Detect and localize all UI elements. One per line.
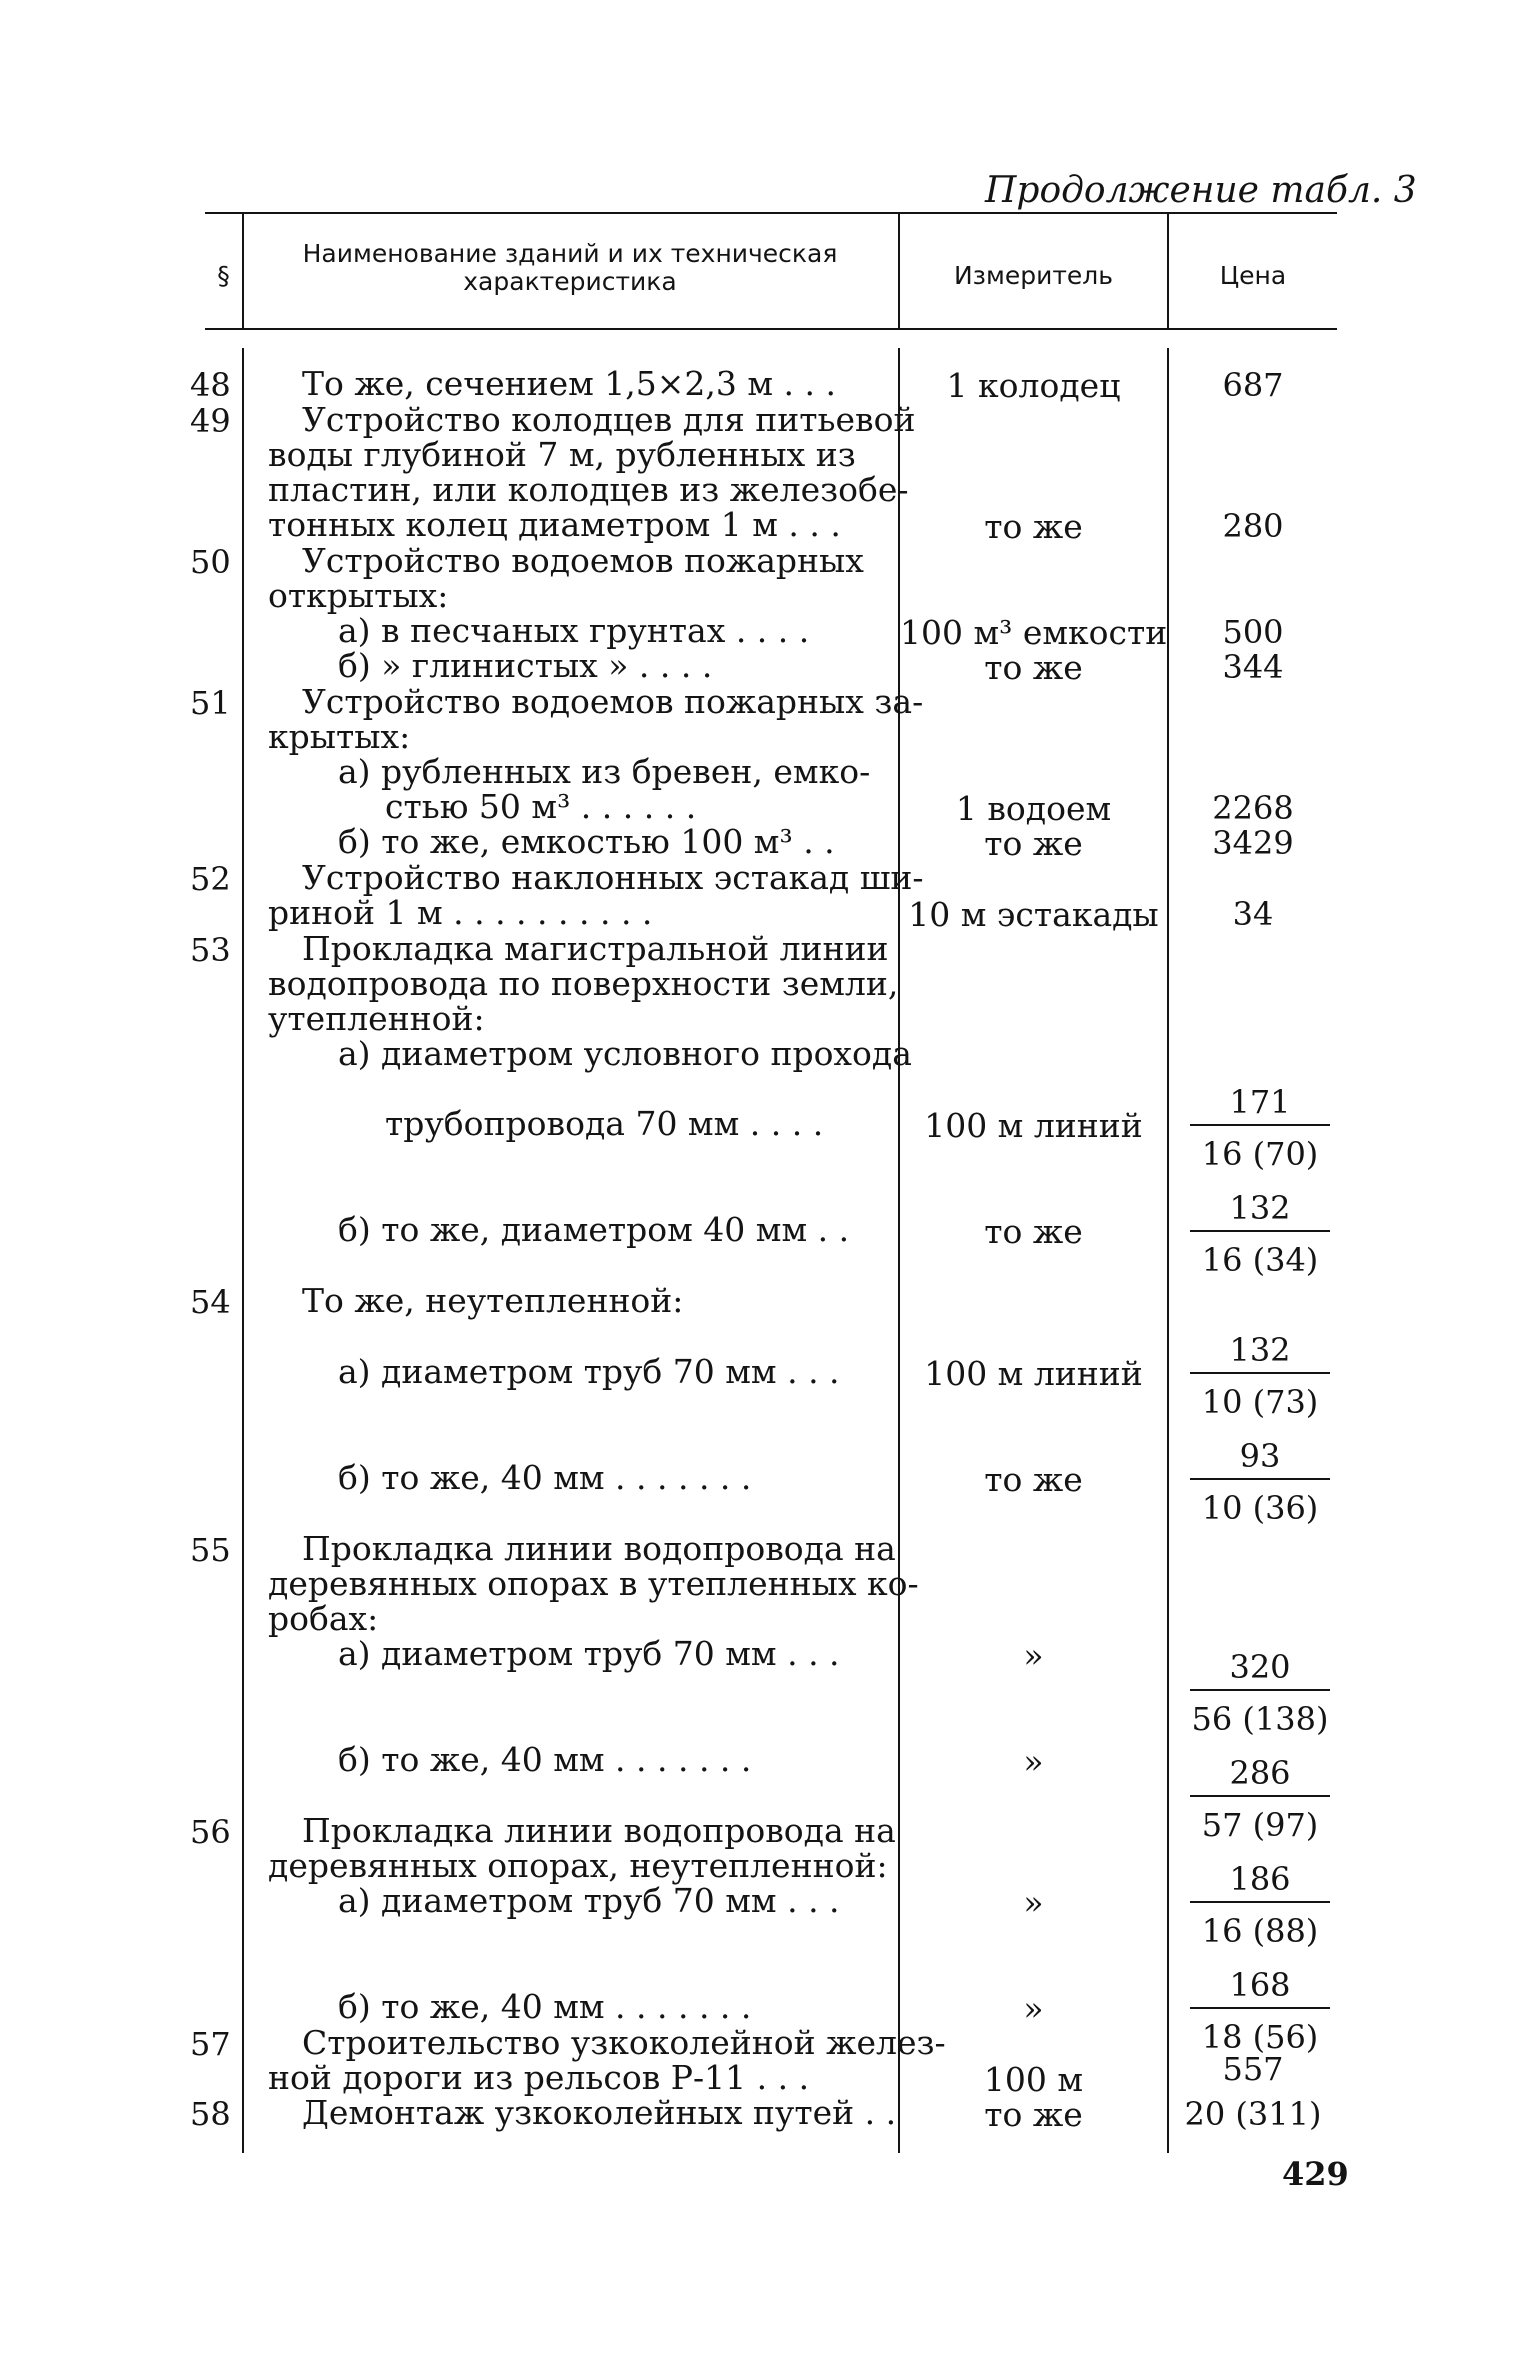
row-50-b-unit: то же [984, 648, 1083, 687]
row-58-line1: Демонтаж узкоколейных путей . . [302, 2093, 897, 2132]
header-name-line1: Наименование зданий и их техническая [302, 239, 838, 268]
row-55-a-fraction-bar [1190, 1689, 1330, 1691]
row-51-a-line1: а) рубленных из бревен, емко- [338, 752, 871, 791]
row-54-b-price-denominator: 10 (36) [1201, 1489, 1319, 1527]
page-number: 429 [1282, 2155, 1349, 2193]
row-57-price: 557 [1222, 2050, 1284, 2088]
header-price: Цена [1219, 261, 1287, 290]
row-52-unit: 10 м эстакады [908, 895, 1159, 934]
row-49-number: 49 [190, 402, 231, 440]
row-56-a-price-denominator: 16 (88) [1201, 1912, 1319, 1950]
row-49-line2: воды глубиной 7 м, рубленных из [268, 435, 856, 474]
row-53-a-price-denominator: 16 (70) [1201, 1135, 1319, 1173]
row-54-a-price-numerator: 132 [1229, 1331, 1291, 1369]
row-53-number: 53 [190, 931, 231, 969]
row-56-b-price-denominator: 18 (56) [1201, 2018, 1319, 2056]
row-50-a-unit: 100 м³ емкости [900, 613, 1168, 652]
row-51-a-price: 2268 [1212, 789, 1294, 827]
row-53-a-line1: а) диаметром условного прохода [338, 1034, 912, 1073]
row-48-number: 48 [190, 366, 231, 404]
row-52-line1: Устройство наклонных эстакад ши- [302, 858, 924, 897]
row-56-line2: деревянных опорах, неутепленной: [268, 1846, 888, 1885]
row-55-a-price-denominator: 56 (138) [1191, 1700, 1329, 1738]
row-57-line1: Строительство узкоколейной желез- [302, 2023, 946, 2062]
row-52-price: 34 [1232, 895, 1274, 933]
header-section: § [217, 261, 230, 290]
row-49-line3: пластин, или колодцев из железобе- [268, 470, 909, 509]
row-53-a-line2: трубопровода 70 мм . . . . [385, 1104, 824, 1143]
row-56-a-fraction-bar [1190, 1901, 1330, 1903]
header-name-line2: характеристика [463, 267, 677, 296]
row-54-b-unit: то же [984, 1460, 1083, 1499]
row-54-b: б) то же, 40 мм . . . . . . . [338, 1458, 752, 1497]
row-50-b-price: 344 [1222, 648, 1284, 686]
row-49-line1: Устройство колодцев для питьевой [302, 400, 916, 439]
row-53-b: б) то же, диаметром 40 мм . . [338, 1210, 850, 1249]
row-53-line2: водопровода по поверхности земли, [268, 964, 899, 1003]
row-56-b-unit: » [1023, 1989, 1044, 2028]
row-49-price: 280 [1222, 507, 1284, 545]
row-50-line1: Устройство водоемов пожарных [302, 541, 864, 580]
row-54-b-price-numerator: 93 [1239, 1437, 1281, 1475]
row-56-line1: Прокладка линии водопровода на [302, 1811, 896, 1850]
row-48-unit: 1 колодец [946, 366, 1121, 405]
row-56-a: а) диаметром труб 70 мм . . . [338, 1881, 840, 1920]
row-53-a-unit: 100 м линий [924, 1106, 1143, 1145]
row-52-line2: риной 1 м . . . . . . . . . . [268, 893, 653, 932]
row-51-b-unit: то же [984, 824, 1083, 863]
row-55-line1: Прокладка линии водопровода на [302, 1529, 896, 1568]
row-57-line2: ной дороги из рельсов Р-11 . . . [268, 2058, 810, 2097]
body-col-divider-1 [242, 348, 244, 2153]
row-55-line2: деревянных опорах в утепленных ко- [268, 1564, 919, 1603]
row-56-b: б) то же, 40 мм . . . . . . . [338, 1987, 752, 2026]
row-53-b-price-denominator: 16 (34) [1201, 1241, 1319, 1279]
row-51-a-unit: 1 водоем [955, 789, 1112, 828]
row-54-a-price-denominator: 10 (73) [1201, 1383, 1319, 1421]
continuation-title: Продолжение табл. 3 [985, 170, 1417, 211]
row-57-unit: 100 м [983, 2060, 1084, 2099]
row-58-price: 20 (311) [1184, 2095, 1322, 2133]
row-48-price: 687 [1222, 366, 1284, 404]
row-55-number: 55 [190, 1531, 231, 1569]
row-53-a-price-numerator: 171 [1229, 1083, 1291, 1121]
row-55-line3: робах: [268, 1599, 379, 1638]
row-56-a-unit: » [1023, 1883, 1044, 1922]
row-54-b-fraction-bar [1190, 1478, 1330, 1480]
row-49-line4: тонных колец диаметром 1 м . . . [268, 505, 841, 544]
row-53-line3: утепленной: [268, 999, 485, 1038]
row-57-number: 57 [190, 2025, 231, 2063]
row-55-b: б) то же, 40 мм . . . . . . . [338, 1740, 752, 1779]
row-55-b-unit: » [1023, 1742, 1044, 1781]
row-54-a-unit: 100 м линий [924, 1354, 1143, 1393]
row-54-a-fraction-bar [1190, 1372, 1330, 1374]
row-56-number: 56 [190, 1813, 231, 1851]
row-50-line2: открытых: [268, 576, 449, 615]
row-49-unit: то же [984, 507, 1083, 546]
row-54-a: а) диаметром труб 70 мм . . . [338, 1352, 840, 1391]
row-55-a: а) диаметром труб 70 мм . . . [338, 1634, 840, 1673]
row-54-number: 54 [190, 1283, 231, 1321]
row-51-line2: крытых: [268, 717, 411, 756]
row-55-a-unit: » [1023, 1636, 1044, 1675]
row-50-a: а) в песчаных грунтах . . . . [338, 611, 810, 650]
row-51-a-line2: стью 50 м³ . . . . . . [385, 787, 697, 826]
row-55-b-fraction-bar [1190, 1795, 1330, 1797]
col-divider-1 [242, 214, 244, 330]
row-53-b-unit: то же [984, 1212, 1083, 1251]
row-52-number: 52 [190, 860, 231, 898]
row-58-number: 58 [190, 2095, 231, 2133]
row-51-b: б) то же, емкостью 100 м³ . . [338, 822, 835, 861]
header-unit: Измеритель [953, 261, 1113, 290]
row-55-b-price-denominator: 57 (97) [1201, 1806, 1319, 1844]
row-55-b-price-numerator: 286 [1229, 1754, 1291, 1792]
row-51-line1: Устройство водоемов пожарных за- [302, 682, 924, 721]
row-53-a-fraction-bar [1190, 1124, 1330, 1126]
row-55-a-price-numerator: 320 [1229, 1648, 1291, 1686]
row-56-a-price-numerator: 186 [1229, 1860, 1291, 1898]
row-53-b-fraction-bar [1190, 1230, 1330, 1232]
row-48-text: То же, сечением 1,5×2,3 м . . . [302, 364, 836, 403]
row-53-b-price-numerator: 132 [1229, 1189, 1291, 1227]
row-54-line1: То же, неутепленной: [302, 1281, 684, 1320]
row-50-b: б) » глинистых » . . . . [338, 646, 713, 685]
row-58-unit: то же [984, 2095, 1083, 2134]
row-56-b-fraction-bar [1190, 2007, 1330, 2009]
row-51-b-price: 3429 [1212, 824, 1294, 862]
row-50-a-price: 500 [1222, 613, 1284, 651]
row-53-line1: Прокладка магистральной линии [302, 929, 889, 968]
row-50-number: 50 [190, 543, 231, 581]
row-56-b-price-numerator: 168 [1229, 1966, 1291, 2004]
row-51-number: 51 [190, 684, 231, 722]
